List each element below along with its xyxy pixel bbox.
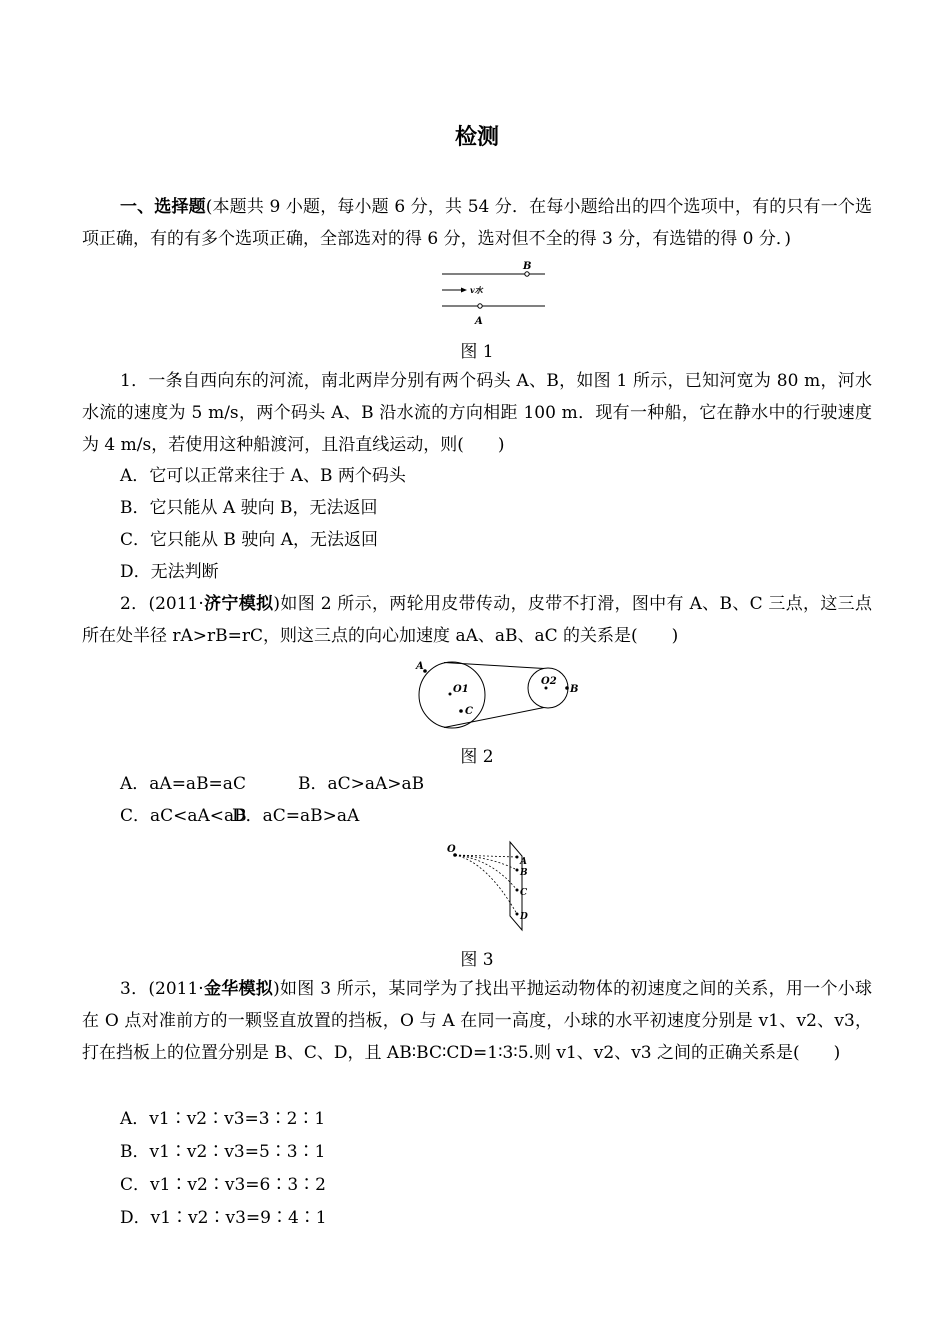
- figure-3-projectile-board: [447, 838, 537, 933]
- q3-option-a: A．v1∶v2∶v3=3∶2∶1: [120, 1109, 326, 1129]
- figure-1-river: [437, 258, 547, 328]
- q1-option-a: A．它可以正常来往于 A、B 两个码头: [120, 466, 406, 486]
- q2-option-a: A．aA=aB=aC: [120, 774, 246, 794]
- q2-option-b: B．aC>aA>aB: [298, 774, 425, 794]
- fig3-label-b: B: [520, 868, 528, 878]
- figure-2-belt-wheels: [412, 655, 582, 735]
- q2-option-c: C．aC<aA<aB: [120, 806, 247, 826]
- q2-option-d: D．aC=aB>aA: [232, 806, 360, 826]
- q1-option-d: D．无法判断: [120, 562, 219, 582]
- q1-option-c: C．它只能从 B 驶向 A，无法返回: [120, 530, 378, 550]
- fig2-label-o2: O2: [541, 676, 557, 687]
- figure-3-caption: 图 3: [460, 950, 494, 970]
- fig2-label-a: A: [416, 661, 424, 672]
- fig1-label-a: A: [475, 316, 483, 327]
- q1-option-b: B．它只能从 A 驶向 B，无法返回: [120, 498, 378, 518]
- fig3-label-c: C: [520, 888, 528, 898]
- q3-option-b: B．v1∶v2∶v3=5∶3∶1: [120, 1142, 326, 1162]
- fig3-label-a: A: [520, 857, 527, 867]
- section-instructions: [82, 191, 872, 255]
- section-heading: 一、选择题: [120, 197, 206, 217]
- section-description: (本题共 9 小题，每小题 6 分，共 54 分．在每小题给出的四个选项中，有的只有一个选项正确，有的有多个选项正确，全部选对的得 6 分，选对但不全的得 3 分，有选错的得 0 分．): [82, 197, 872, 249]
- q3-stem-prefix: 3．(2011·: [120, 979, 204, 999]
- q3-option-c: C．v1∶v2∶v3=6∶3∶2: [120, 1175, 326, 1195]
- q3-option-d: D．v1∶v2∶v3=9∶4∶1: [120, 1208, 327, 1228]
- fig3-label-o: O: [447, 844, 456, 855]
- fig2-label-c: C: [465, 706, 473, 717]
- q3-source: 金华模拟: [203, 979, 274, 999]
- fig2-label-o1: O1: [453, 684, 469, 695]
- q2-stem-body: )如图 2 所示，两轮用皮带传动，皮带不打滑，图中有 A、B、C 三点，这三点所在处半径 rA>rB=rC，则这三点的向心加速度 aA、aB、aC 的关系是( ): [82, 594, 873, 646]
- q2-source: 济宁模拟: [203, 594, 274, 614]
- q3-stem-body: )如图 3 所示，某同学为了找出平抛运动物体的初速度之间的关系，用一个小球在 O 点对准前方的一颗竖直放置的挡板，O 与 A 在同一高度，小球的水平初速度分别是 v1、v2、v3，打在挡板上的位置分别是 B、C、D，且 AB∶BC∶CD=1∶3∶5.则 v1、v2、v3 之间的正确关系是( ): [82, 979, 872, 1063]
- question-2-stem: [82, 588, 872, 652]
- question-3-stem: [82, 973, 872, 1069]
- fig1-label-v: v水: [470, 285, 483, 295]
- fig2-label-b: B: [570, 684, 579, 695]
- fig1-label-b: B: [523, 261, 532, 272]
- figure-2-caption: 图 2: [460, 747, 494, 767]
- question-1-stem: 1．一条自西向东的河流，南北两岸分别有两个码头 A、B，如图 1 所示，已知河宽为 80 m，河水水流的速度为 5 m/s，两个码头 A、B 沿水流的方向相距 100 m．现有一种船，它在静水中的行驶速度为 4 m/s，若使用这种船渡河，且沿直线运动，则( ): [82, 371, 872, 455]
- fig3-label-d: D: [520, 912, 528, 922]
- q2-stem-prefix: 2．(2011·: [120, 594, 204, 614]
- page-title: 检测: [454, 125, 499, 150]
- figure-1-caption: 图 1: [460, 342, 494, 362]
